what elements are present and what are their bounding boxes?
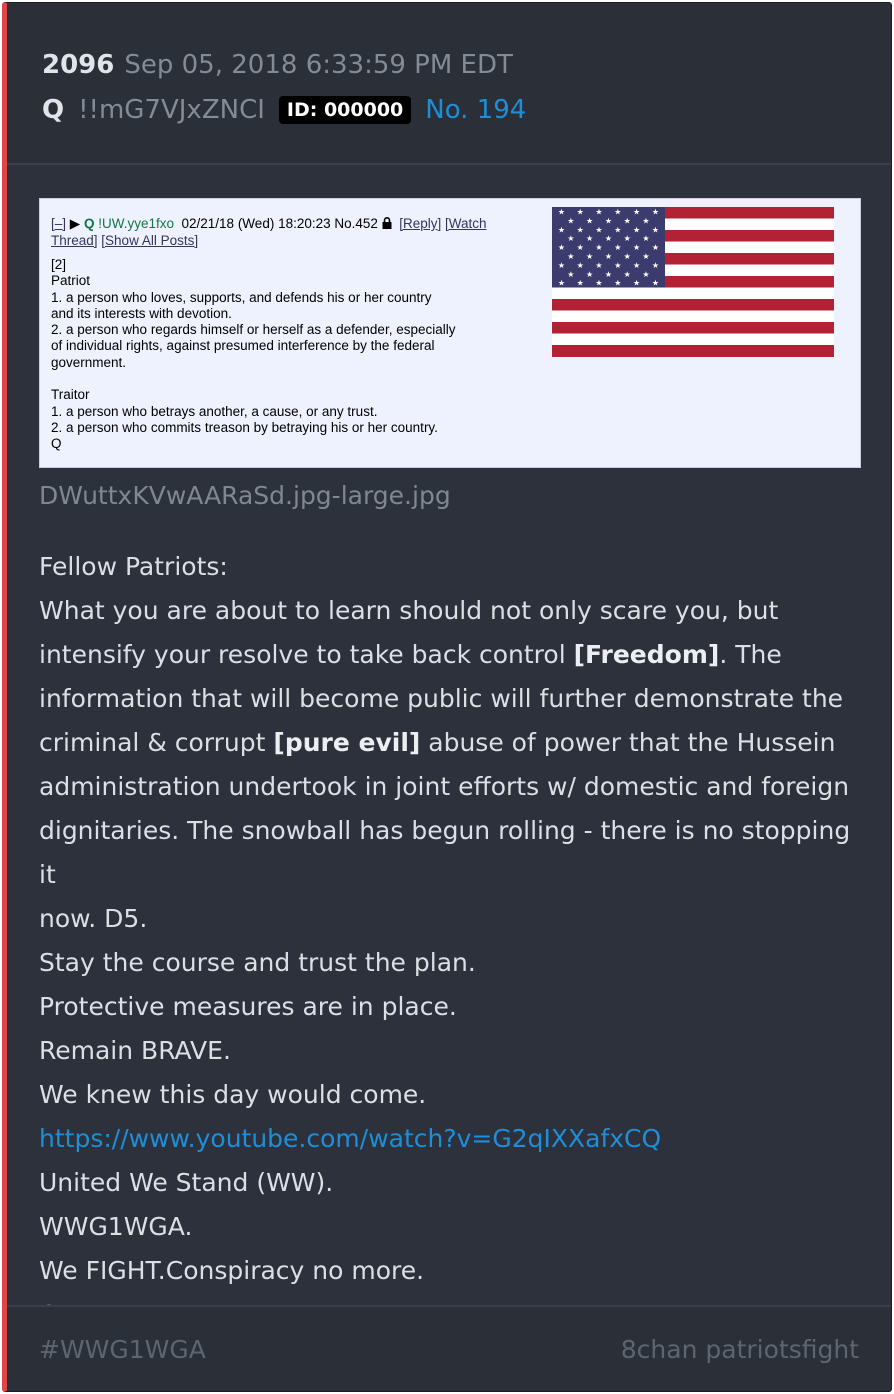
svg-text:★: ★: [595, 278, 603, 288]
svg-text:★: ★: [586, 269, 594, 279]
post-body: [39, 545, 859, 1337]
svg-text:★: ★: [614, 260, 622, 270]
attachment-line: 2. a person who regards himself or herself as a defender, especially: [51, 322, 456, 338]
svg-text:★: ★: [614, 225, 622, 235]
svg-text:★: ★: [576, 243, 584, 253]
post-card: [2, 2, 892, 1392]
svg-text:★: ★: [651, 243, 659, 253]
svg-text:★: ★: [595, 207, 603, 217]
svg-text:★: ★: [557, 243, 565, 253]
svg-text:★: ★: [604, 234, 612, 244]
arrow-icon: ▶: [69, 216, 81, 231]
svg-text:★: ★: [642, 269, 650, 279]
attachment-datetime: 02/21/18 (Wed) 18:20:23 No.452: [181, 216, 378, 231]
svg-text:★: ★: [576, 225, 584, 235]
svg-text:★: ★: [604, 216, 612, 226]
attachment-line: 2. a person who commits treason by betraying his or her country.: [51, 419, 438, 435]
svg-text:★: ★: [633, 260, 641, 270]
svg-text:★: ★: [651, 207, 659, 217]
post-no-link[interactable]: No. 194: [425, 95, 527, 125]
svg-text:★: ★: [614, 278, 622, 288]
svg-text:★: ★: [567, 234, 575, 244]
post-timestamp: Sep 05, 2018 6:33:59 PM EDT: [124, 50, 513, 80]
body-line: What you are about to learn should not only scare you, but: [39, 596, 779, 625]
watch-link-part2: Thread]: [51, 233, 98, 248]
body-line: [39, 633, 859, 677]
body-line: administration undertook in joint efforts w/ domestic and foreign: [39, 772, 850, 801]
attachment-filename[interactable]: DWuttxKVwAARaSd.jpg-large.jpg: [39, 481, 451, 510]
attachment-line: Traitor: [51, 387, 90, 403]
body-line: now. D5.: [39, 904, 148, 933]
post-number: 2096: [42, 50, 115, 80]
svg-text:★: ★: [557, 207, 565, 217]
bold-text-pure-evil: [pure evil]: [273, 728, 421, 757]
svg-text:★: ★: [586, 234, 594, 244]
svg-text:★: ★: [623, 234, 631, 244]
body-line: dignitaries. The snowball has begun rolling - there is no stopping it: [39, 816, 851, 889]
author-tripcode: !!mG7VJxZNCI: [78, 95, 265, 125]
id-badge: ID: 000000: [279, 96, 411, 124]
svg-text:★: ★: [576, 278, 584, 288]
svg-text:★: ★: [567, 252, 575, 261]
body-line: [39, 1117, 859, 1161]
svg-text:★: ★: [633, 225, 641, 235]
watch-link-part1: [Watch: [444, 216, 487, 231]
body-line: We FIGHT.Conspiracy no more.: [39, 1256, 425, 1285]
reply-link[interactable]: [Reply]: [399, 216, 442, 231]
attachment-line: and its interests with devotion.: [51, 305, 232, 321]
lock-icon: [382, 217, 392, 229]
svg-text:★: ★: [623, 216, 631, 226]
attachment-line: Patriot: [51, 273, 91, 289]
attachment-line: 1. a person who betrays another, a cause, or any trust.: [51, 403, 378, 419]
body-line: Stay the course and trust the plan.: [39, 948, 476, 977]
svg-text:★: ★: [557, 278, 565, 288]
body-line: Fellow Patriots:: [39, 552, 228, 581]
body-line: We knew this day would come.: [39, 1080, 427, 1109]
hashtag[interactable]: #WWG1WGA: [39, 1335, 206, 1364]
post-footer: [7, 1305, 891, 1391]
svg-text:★: ★: [604, 252, 612, 261]
svg-text:★: ★: [576, 207, 584, 217]
svg-text:★: ★: [623, 269, 631, 279]
attachment-line: government.: [51, 354, 127, 370]
svg-text:★: ★: [586, 216, 594, 226]
svg-text:★: ★: [651, 260, 659, 270]
post-header: [7, 3, 891, 165]
svg-text:★: ★: [557, 225, 565, 235]
svg-text:★: ★: [595, 243, 603, 253]
author-line: [42, 91, 526, 129]
svg-text:★: ★: [642, 234, 650, 244]
author-name: Q: [42, 95, 65, 125]
attachment-line: of individual rights, against presumed interference by the federal: [51, 338, 435, 354]
body-line: [39, 721, 859, 765]
svg-text:★: ★: [651, 225, 659, 235]
body-text: intensify your resolve to take back control: [39, 640, 574, 669]
body-text: abuse of power that the Hussein: [420, 728, 836, 757]
attachment-line: [51, 371, 521, 387]
body-line: WWG1WGA.: [39, 1212, 193, 1241]
body-line: Remain BRAVE.: [39, 1036, 231, 1065]
body-text: . The: [719, 640, 782, 669]
attachment-post-text: [51, 257, 521, 453]
show-all-posts-link[interactable]: [Show All Posts]: [101, 233, 199, 248]
svg-text:★: ★: [642, 252, 650, 261]
attachment-line: [2]: [51, 257, 67, 272]
body-line: United We Stand (WW).: [39, 1168, 334, 1197]
body-text: criminal & corrupt: [39, 728, 274, 757]
svg-text:★: ★: [576, 260, 584, 270]
attachment-post-header: [51, 215, 531, 249]
svg-text:★: ★: [567, 216, 575, 226]
bold-text-freedom: [Freedom]: [573, 640, 720, 669]
attachment-line: Q: [51, 436, 62, 452]
svg-text:★: ★: [623, 252, 631, 261]
attachment-tripcode: !UW.yye1fxo: [98, 216, 174, 231]
svg-text:★: ★: [595, 225, 603, 235]
svg-text:★: ★: [614, 207, 622, 217]
svg-text:★: ★: [633, 207, 641, 217]
svg-text:★: ★: [595, 260, 603, 270]
youtube-link[interactable]: https://www.youtube.com/watch?v=G2qIXXafxCQ: [39, 1124, 662, 1153]
attachment-line: 1. a person who loves, supports, and defends his or her country: [51, 289, 432, 305]
svg-text:★: ★: [642, 216, 650, 226]
svg-text:★: ★: [614, 243, 622, 253]
source-label: 8chan patriotsfight: [620, 1335, 859, 1364]
attachment-author: Q: [83, 216, 95, 231]
collapse-toggle[interactable]: [–]: [51, 216, 67, 231]
svg-text:★: ★: [633, 278, 641, 288]
body-line: information that will become public will further demonstrate the: [39, 684, 844, 713]
svg-text:★: ★: [651, 278, 659, 288]
body-line: Protective measures are in place.: [39, 992, 457, 1021]
post-meta-line: [42, 47, 513, 83]
svg-text:★: ★: [604, 269, 612, 279]
svg-text:★: ★: [633, 243, 641, 253]
svg-text:★: ★: [586, 252, 594, 261]
us-flag-image: [552, 207, 834, 357]
svg-text:★: ★: [567, 269, 575, 279]
svg-text:★: ★: [557, 260, 565, 270]
attachment-image[interactable]: [39, 198, 861, 468]
